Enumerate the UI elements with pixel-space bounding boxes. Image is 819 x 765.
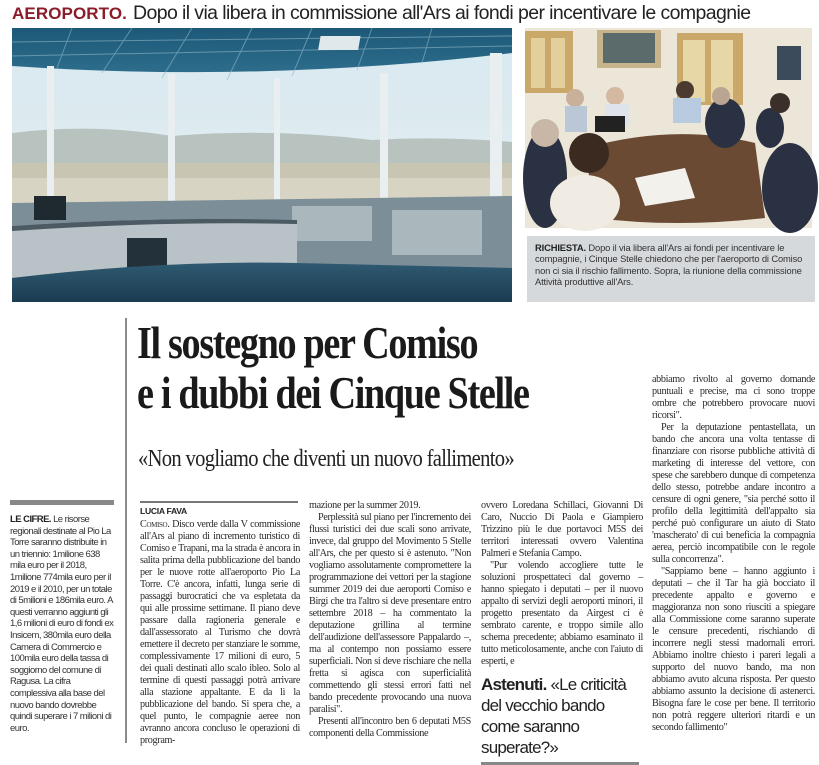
pull-quote-text: «Le criticità del vecchio bando come saranno superate?»	[481, 675, 627, 757]
paragraph: "Sappiamo bene – hanno aggiunto i deputati – che il Tar ha già bocciato il precedente appalto e governo e maggioranza non sono riusciti a spiegare alla Commissione come saranno superate le censure precedenti, rischiando di incorrere negli stessi madornali errori. Abbiamo inoltre chiesto i pareri legali a supporto del nuovo bando, ma non abbiamo avuto alcuna risposta. Per questo abbiamo assunto la decisione di astenerci. Bisogna fare le cose per bene. Il territorio non potrà reggere ulteriori ritardi e un secondo fallimento"	[652, 566, 815, 733]
article-column-3-block	[481, 500, 643, 765]
subheadline: «Non vogliamo che diventi un nuovo fallimento»	[138, 445, 515, 472]
article-column-2	[309, 500, 471, 740]
dateline: Comiso.	[140, 519, 170, 530]
article-column-4	[652, 374, 815, 734]
section-kicker	[12, 2, 817, 24]
sidebar-figures	[10, 514, 116, 734]
headline	[137, 318, 639, 418]
sidebar-tag: LE CIFRE.	[10, 514, 51, 525]
control-tower-photo	[12, 28, 512, 302]
pull-quote-tag: Astenuti.	[481, 675, 547, 694]
paragraph: Per la deputazione pentastellata, un bando che ancora una volta tentasse di finanziare con risorse pubbliche attività di marketing di interesse del vettore, con spese che sarebbero dunque di competenza dello stesso, potrebbe andare incontro a censure di ogni genere, "sia perché sotto il profilo della legittimità dell'appalto sia perché può configurare un aiuto di Stato 'mascherato' di cui beneficia la compagnia aerea, perciò incompatibile con le regole sulla concorrenza".	[652, 422, 815, 565]
byline: LUCIA FAVA	[140, 506, 187, 516]
photo-caption	[527, 236, 815, 302]
paragraph: abbiamo rivolto al governo domande puntuali e precise, ma ci sono troppe ombre che potrebbero provocare nuovi ricorsi".	[652, 374, 815, 421]
headline-line-2: e i dubbi dei Cinque Stelle	[137, 367, 529, 418]
paragraph: Presenti all'incontro ben 6 deputati M5S componenti della Commissione	[309, 716, 471, 739]
pull-quote	[481, 674, 643, 758]
paragraph: Perplessità sul piano per l'incremento dei flussi turistici dei due scali sono arrivate, invece, dal gruppo del Movimento 5 Stelle all'Ars, che per questo si è astenuto. "Non vogliamo assolutamente compromettere la programmazione dei vettori per la stagione summer 2019 dei due aeroporti Comiso e Birgi che tra l'altro si deve presentare entro settembre 2018 – ha commentato la deputazione grillina al termine dell'audizione dell'assessore Pappalardo –, ma al contempo non possiamo essere superficiali. Non si deve rischiare che nella fretta si agisca con superficialità commettendo gli stessi errori fatti nel bando precedente provocando una nuova paralisi".	[309, 512, 471, 715]
byline-rule	[140, 501, 298, 503]
sidebar-rule	[10, 500, 114, 505]
column-divider	[125, 318, 127, 743]
caption-tag: RICHIESTA.	[535, 242, 586, 253]
caption-text: Dopo il via libera all'Ars ai fondi per incentivare le compagnie, i Cinque Stelle chiedono che per l'aeroporto di Comiso non ci sia il rischio fallimento. Sopra, la riunione della commissione Attività produttive all'Ars.	[535, 242, 803, 288]
sidebar-text: Le risorse regionali destinate al Pio La Torre saranno distribuite in un triennio: 1milione 638 mila euro per il 2018, 1milione 774mila euro per il 2019 e il 2010, per un totale di 5milioni e 186mila euro. A questi verranno aggiunti gli 1,6 milioni di euro di fondi ex Insicem, 380mila euro della Camera di Commercio e 100mila euro della tassa di soggiorno del comune di Ragusa. La cifra complessiva alla base del nuovo bando dovrebbe quindi superare i 7 milioni di euro.	[10, 514, 114, 734]
kicker-text: Dopo il via libera in commissione all'Ars ai fondi per incentivare le compagnie	[132, 2, 751, 24]
article-column-1	[140, 519, 300, 747]
headline-line-1: Il sostegno per Comiso	[137, 317, 478, 368]
commission-meeting-photo	[525, 28, 812, 228]
paragraph: mazione per la summer 2019.	[309, 500, 421, 511]
article-column-3	[481, 500, 643, 668]
paragraph: ovvero Loredana Schillaci, Giovanni Di Caro, Nuccio Di Paola e Giampiero Trizzino più le due portavoci M5S dei territori interessati ovvero Valentina Palmeri e Stefania Campo.	[481, 500, 643, 559]
paragraph: "Pur volendo accogliere tutte le soluzioni prospettateci dal governo – hanno spiegato i deputati – per il nuovo appalto di servizi degli aeroporti minori, il progetto presentato da Airgest ci è sembrato carente, e troppo simile allo schema precedente; abbiamo esaminato il tutto meticolosamente, anche con l'aiuto di esperti, e	[481, 560, 643, 667]
paragraph: Disco verde dalla V commissione all'Ars al piano di incremento turistico di Comiso e Trapani, ma la strada è ancora in salita prima della pubblicazione del bando per le nuove rotte all'aeroporto Pio La Torre. C'è ancora, infatti, lunga serie di passaggi burocratici che va espletata da qui alle prossime settimane. Il piano deve passare dalla ragioneria generale e dall'assessorato al Turismo che dovrà emettere il decreto per stanziare le somme, complessivamente 17 milioni di euro, 5 dei quali destinati allo scalo ibleo. Solo al termine di questi passaggi potrà arrivare alla stazione appaltante. E da lì la pubblicazione del bando. Si spera che, a quel punto, le compagnie aeree non avranno ancora concluso le operazioni di program-	[140, 519, 300, 746]
kicker-tag: AEROPORTO.	[12, 4, 127, 23]
